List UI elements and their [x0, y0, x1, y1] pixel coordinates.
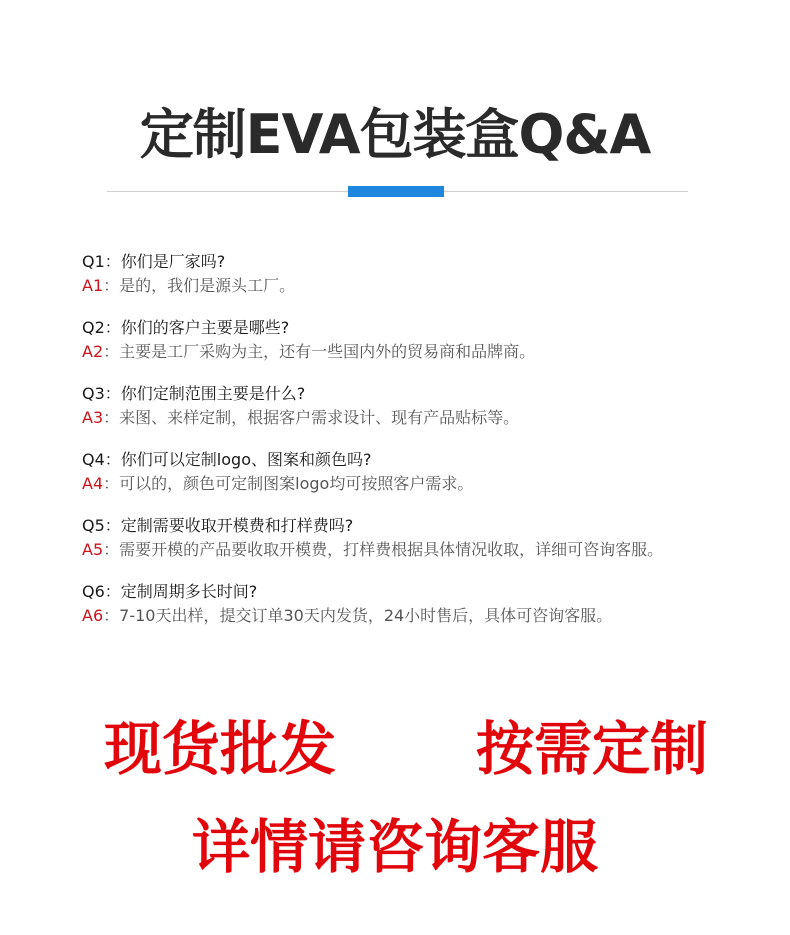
answer-line	[82, 604, 772, 628]
question-text: 你们是厂家吗?	[120, 252, 226, 271]
answer-separator: ：	[103, 276, 120, 295]
answer-line	[82, 538, 772, 562]
question-text: 定制周期多长时间?	[120, 582, 258, 601]
answer-tag: A4	[82, 474, 104, 493]
qa-item-4	[82, 448, 772, 514]
answer-text: 主要是工厂采购为主，还有一些国内外的贸易商和品牌商。	[119, 342, 536, 361]
answer-separator: ：	[103, 474, 120, 493]
question-text: 你们可以定制logo、图案和颜色吗?	[120, 450, 372, 469]
answer-text: 是的，我们是源头工厂。	[119, 276, 296, 295]
question-separator: ：	[104, 384, 121, 403]
answer-separator: ：	[103, 342, 120, 361]
question-separator: ：	[104, 252, 121, 271]
promo-custom: 按需定制	[476, 715, 709, 783]
question-line	[82, 448, 772, 472]
question-tag: Q3	[82, 384, 105, 403]
answer-tag: A1	[82, 276, 104, 295]
answer-line	[82, 406, 772, 430]
qa-item-1	[82, 250, 772, 316]
promo-contact: 详情请咨询客服	[191, 813, 598, 881]
answer-tag: A5	[82, 540, 104, 559]
qa-item-5	[82, 514, 772, 580]
question-line	[82, 580, 772, 604]
question-text: 你们定制范围主要是什么?	[120, 384, 306, 403]
qa-item-2	[82, 316, 772, 382]
answer-text: 可以的，颜色可定制图案logo均可按照客户需求。	[119, 474, 474, 493]
question-line	[82, 250, 772, 274]
answer-text: 需要开模的产品要收取开模费，打样费根据具体情况收取，详细可咨询客服。	[119, 540, 664, 559]
question-separator: ：	[104, 582, 121, 601]
question-separator: ：	[104, 450, 121, 469]
question-tag: Q2	[82, 318, 105, 337]
question-tag: Q4	[82, 450, 105, 469]
question-text: 定制需要收取开模费和打样费吗?	[120, 516, 354, 535]
qa-item-3	[82, 382, 772, 448]
question-tag: Q1	[82, 252, 105, 271]
answer-text: 来图、来样定制，根据客户需求设计、现有产品贴标等。	[119, 408, 520, 427]
title-divider-accent	[348, 186, 444, 197]
answer-separator: ：	[103, 540, 120, 559]
question-line	[82, 514, 772, 538]
qa-item-6	[82, 580, 772, 646]
answer-tag: A3	[82, 408, 104, 427]
answer-line	[82, 274, 772, 298]
answer-text: 7-10天出样，提交订单30天内发货，24小时售后，具体可咨询客服。	[119, 606, 613, 625]
question-separator: ：	[104, 516, 121, 535]
page-title: 定制EVA包装盒Q&A	[139, 103, 651, 166]
question-line	[82, 382, 772, 406]
answer-separator: ：	[103, 408, 120, 427]
answer-separator: ：	[103, 606, 120, 625]
question-text: 你们的客户主要是哪些?	[120, 318, 290, 337]
answer-tag: A2	[82, 342, 104, 361]
answer-line	[82, 340, 772, 364]
answer-line	[82, 472, 772, 496]
question-line	[82, 316, 772, 340]
question-separator: ：	[104, 318, 121, 337]
question-tag: Q6	[82, 582, 105, 601]
promo-wholesale: 现货批发	[104, 715, 337, 783]
answer-tag: A6	[82, 606, 104, 625]
qa-list	[82, 250, 772, 646]
question-tag: Q5	[82, 516, 105, 535]
